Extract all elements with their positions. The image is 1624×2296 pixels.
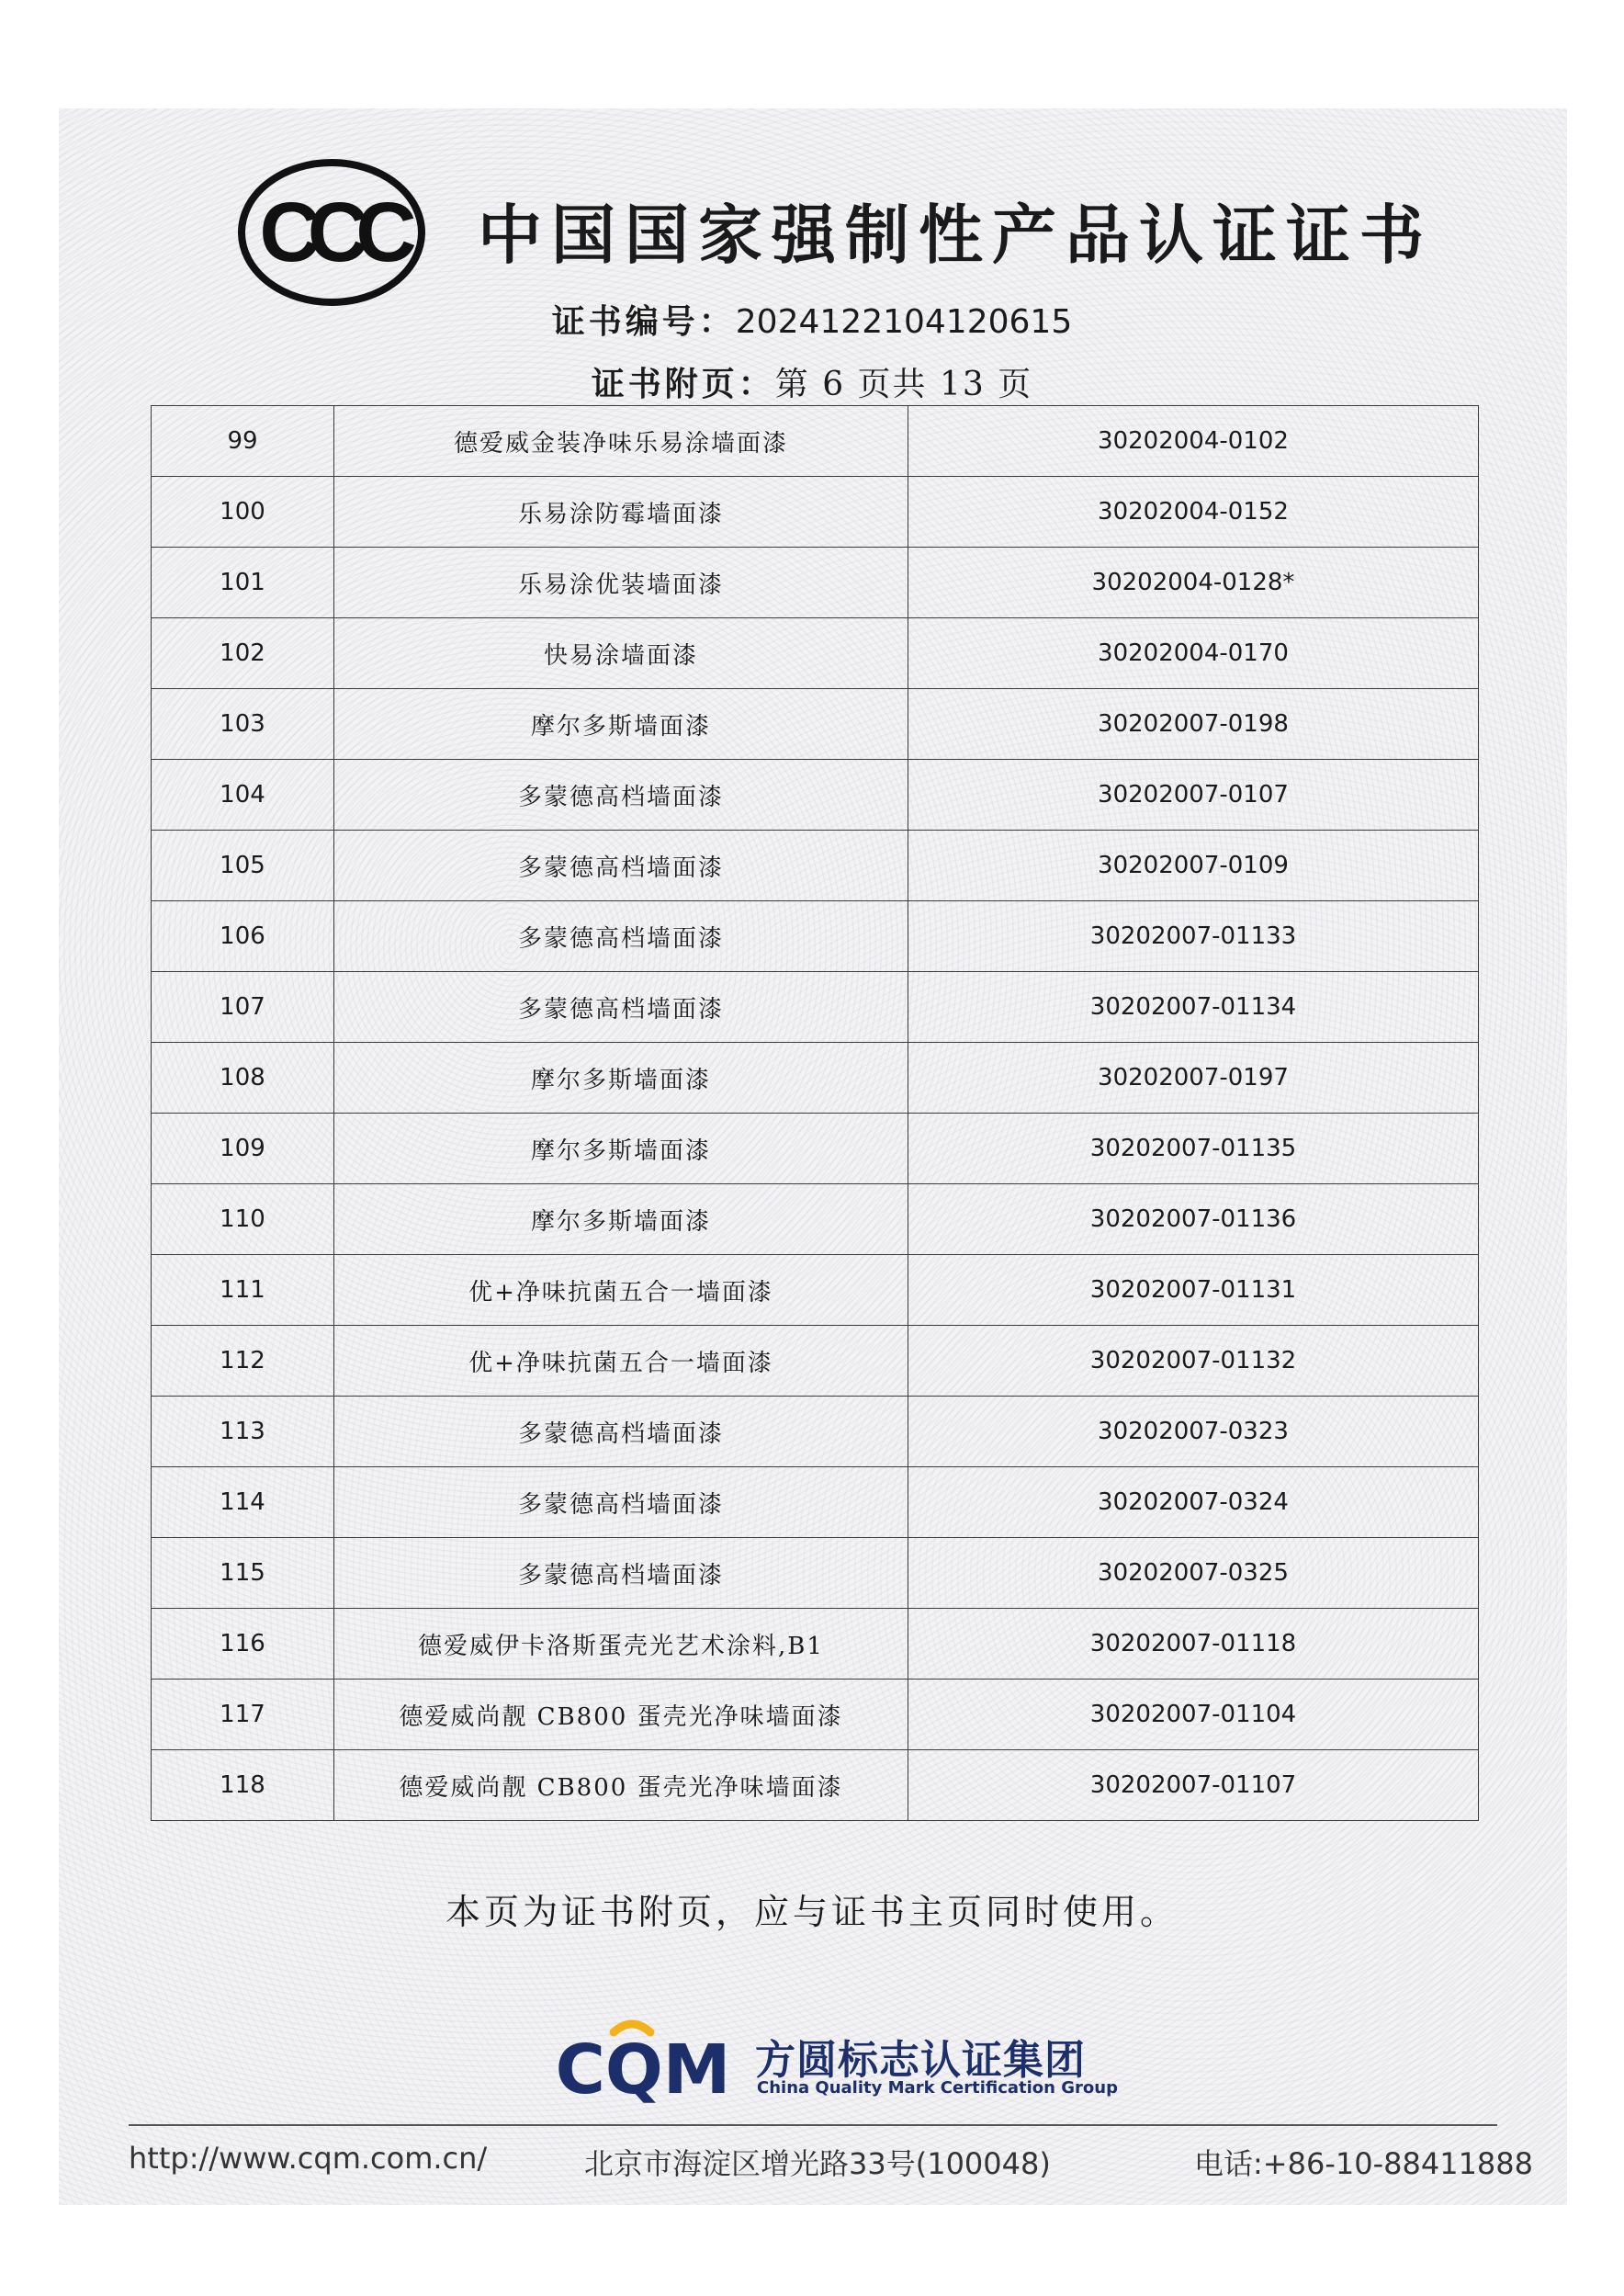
ccc-logo (237, 158, 426, 307)
footer-url: http://www.cqm.com.cn/ (129, 2141, 488, 2176)
product-name-cell: 多蒙德高档墙面漆 (334, 1538, 908, 1609)
row-index-cell: 116 (152, 1609, 334, 1680)
attachment-page-label: 证书附页： (591, 365, 775, 403)
product-name-cell: 摩尔多斯墙面漆 (334, 1114, 908, 1184)
model-code-cell: 30202007-0107 (908, 760, 1479, 831)
product-name-cell: 多蒙德高档墙面漆 (334, 1397, 908, 1467)
product-name-cell: 快易涂墙面漆 (334, 618, 908, 689)
model-code-cell: 30202007-01131 (908, 1255, 1479, 1326)
row-index-cell: 112 (152, 1326, 334, 1397)
product-name-cell: 德爱威伊卡洛斯蛋壳光艺术涂料,B1 (334, 1609, 908, 1680)
product-name-cell: 乐易涂防霉墙面漆 (334, 477, 908, 548)
table-row (152, 477, 1479, 548)
model-code-cell: 30202004-0128* (908, 548, 1479, 618)
table-row (152, 1538, 1479, 1609)
row-index-cell: 110 (152, 1184, 334, 1255)
footer-divider (129, 2124, 1497, 2126)
product-name-cell: 德爱威金装净味乐易涂墙面漆 (334, 406, 908, 477)
row-index-cell: 100 (152, 477, 334, 548)
product-name-cell: 德爱威尚靓 CB800 蛋壳光净味墙面漆 (334, 1680, 908, 1750)
model-code-cell: 30202007-0197 (908, 1043, 1479, 1114)
attachment-page-info: 第 6 页共 13 页 (774, 366, 1033, 403)
row-index-cell: 115 (152, 1538, 334, 1609)
row-index-cell: 105 (152, 831, 334, 901)
product-name-cell: 多蒙德高档墙面漆 (334, 1467, 908, 1538)
row-index-cell: 113 (152, 1397, 334, 1467)
table-row (152, 406, 1479, 477)
cqm-logo (533, 2008, 753, 2104)
row-index-cell: 111 (152, 1255, 334, 1326)
model-code-cell: 30202007-0324 (908, 1467, 1479, 1538)
certificate-number-line (0, 296, 1624, 343)
model-code-cell: 30202007-01136 (908, 1184, 1479, 1255)
certificate-title: 中国国家强制性产品认证证书 (478, 198, 1433, 273)
model-code-cell: 30202004-0102 (908, 406, 1479, 477)
cqm-logo-text: CQM (555, 2030, 731, 2104)
model-code-cell: 30202007-0198 (908, 689, 1479, 760)
table-row (152, 1114, 1479, 1184)
product-name-cell: 多蒙德高档墙面漆 (334, 901, 908, 972)
product-name-cell: 乐易涂优装墙面漆 (334, 548, 908, 618)
row-index-cell: 118 (152, 1750, 334, 1821)
model-code-cell: 30202007-01135 (908, 1114, 1479, 1184)
row-index-cell: 104 (152, 760, 334, 831)
table-row (152, 548, 1479, 618)
product-name-cell: 摩尔多斯墙面漆 (334, 689, 908, 760)
certificate-number-value: 2024122104120615 (735, 303, 1073, 341)
row-index-cell: 117 (152, 1680, 334, 1750)
footer-phone: 电话:+86-10-88411888 (1194, 2146, 1534, 2181)
table-row (152, 1255, 1479, 1326)
table-row (152, 760, 1479, 831)
row-index-cell: 109 (152, 1114, 334, 1184)
table-row (152, 618, 1479, 689)
product-name-cell: 摩尔多斯墙面漆 (334, 1184, 908, 1255)
product-name-cell: 多蒙德高档墙面漆 (334, 972, 908, 1043)
attachment-note: 本页为证书附页，应与证书主页同时使用。 (445, 1892, 1179, 1932)
model-code-cell: 30202007-01132 (908, 1326, 1479, 1397)
model-code-cell: 30202007-01134 (908, 972, 1479, 1043)
model-code-cell: 30202004-0170 (908, 618, 1479, 689)
model-code-cell: 30202007-0325 (908, 1538, 1479, 1609)
table-row (152, 972, 1479, 1043)
org-name-en: China Quality Mark Certification Group (757, 2078, 1118, 2098)
product-name-cell: 优+净味抗菌五合一墙面漆 (334, 1255, 908, 1326)
table-row (152, 1043, 1479, 1114)
table-row (152, 831, 1479, 901)
row-index-cell: 108 (152, 1043, 334, 1114)
model-code-cell: 30202007-01107 (908, 1750, 1479, 1821)
footer-address: 北京市海淀区增光路33号(100048) (584, 2146, 1051, 2181)
model-code-cell: 30202004-0152 (908, 477, 1479, 548)
product-model-table (151, 405, 1479, 1821)
product-name-cell: 优+净味抗菌五合一墙面漆 (334, 1326, 908, 1397)
table-row (152, 901, 1479, 972)
row-index-cell: 101 (152, 548, 334, 618)
table-row (152, 1750, 1479, 1821)
table-row (152, 1184, 1479, 1255)
row-index-cell: 106 (152, 901, 334, 972)
table-row (152, 1680, 1479, 1750)
product-name-cell: 多蒙德高档墙面漆 (334, 760, 908, 831)
table-row (152, 1397, 1479, 1467)
model-code-cell: 30202007-01104 (908, 1680, 1479, 1750)
certificate-number-label: 证书编号： (551, 302, 736, 341)
table-row (152, 1467, 1479, 1538)
row-index-cell: 99 (152, 406, 334, 477)
product-name-cell: 德爱威尚靓 CB800 蛋壳光净味墙面漆 (334, 1750, 908, 1821)
product-model-table-body (152, 406, 1479, 1821)
row-index-cell: 102 (152, 618, 334, 689)
model-code-cell: 30202007-01133 (908, 901, 1479, 972)
table-row (152, 1326, 1479, 1397)
model-code-cell: 30202007-0109 (908, 831, 1479, 901)
row-index-cell: 103 (152, 689, 334, 760)
table-row (152, 1609, 1479, 1680)
table-row (152, 689, 1479, 760)
attachment-page-line (0, 358, 1624, 405)
model-code-cell: 30202007-01118 (908, 1609, 1479, 1680)
product-name-cell: 多蒙德高档墙面漆 (334, 831, 908, 901)
product-name-cell: 摩尔多斯墙面漆 (334, 1043, 908, 1114)
model-code-cell: 30202007-0323 (908, 1397, 1479, 1467)
row-index-cell: 114 (152, 1467, 334, 1538)
ccc-logo-text: CCC (259, 186, 404, 279)
row-index-cell: 107 (152, 972, 334, 1043)
org-name-cn: 方圆标志认证集团 (755, 2037, 1086, 2084)
